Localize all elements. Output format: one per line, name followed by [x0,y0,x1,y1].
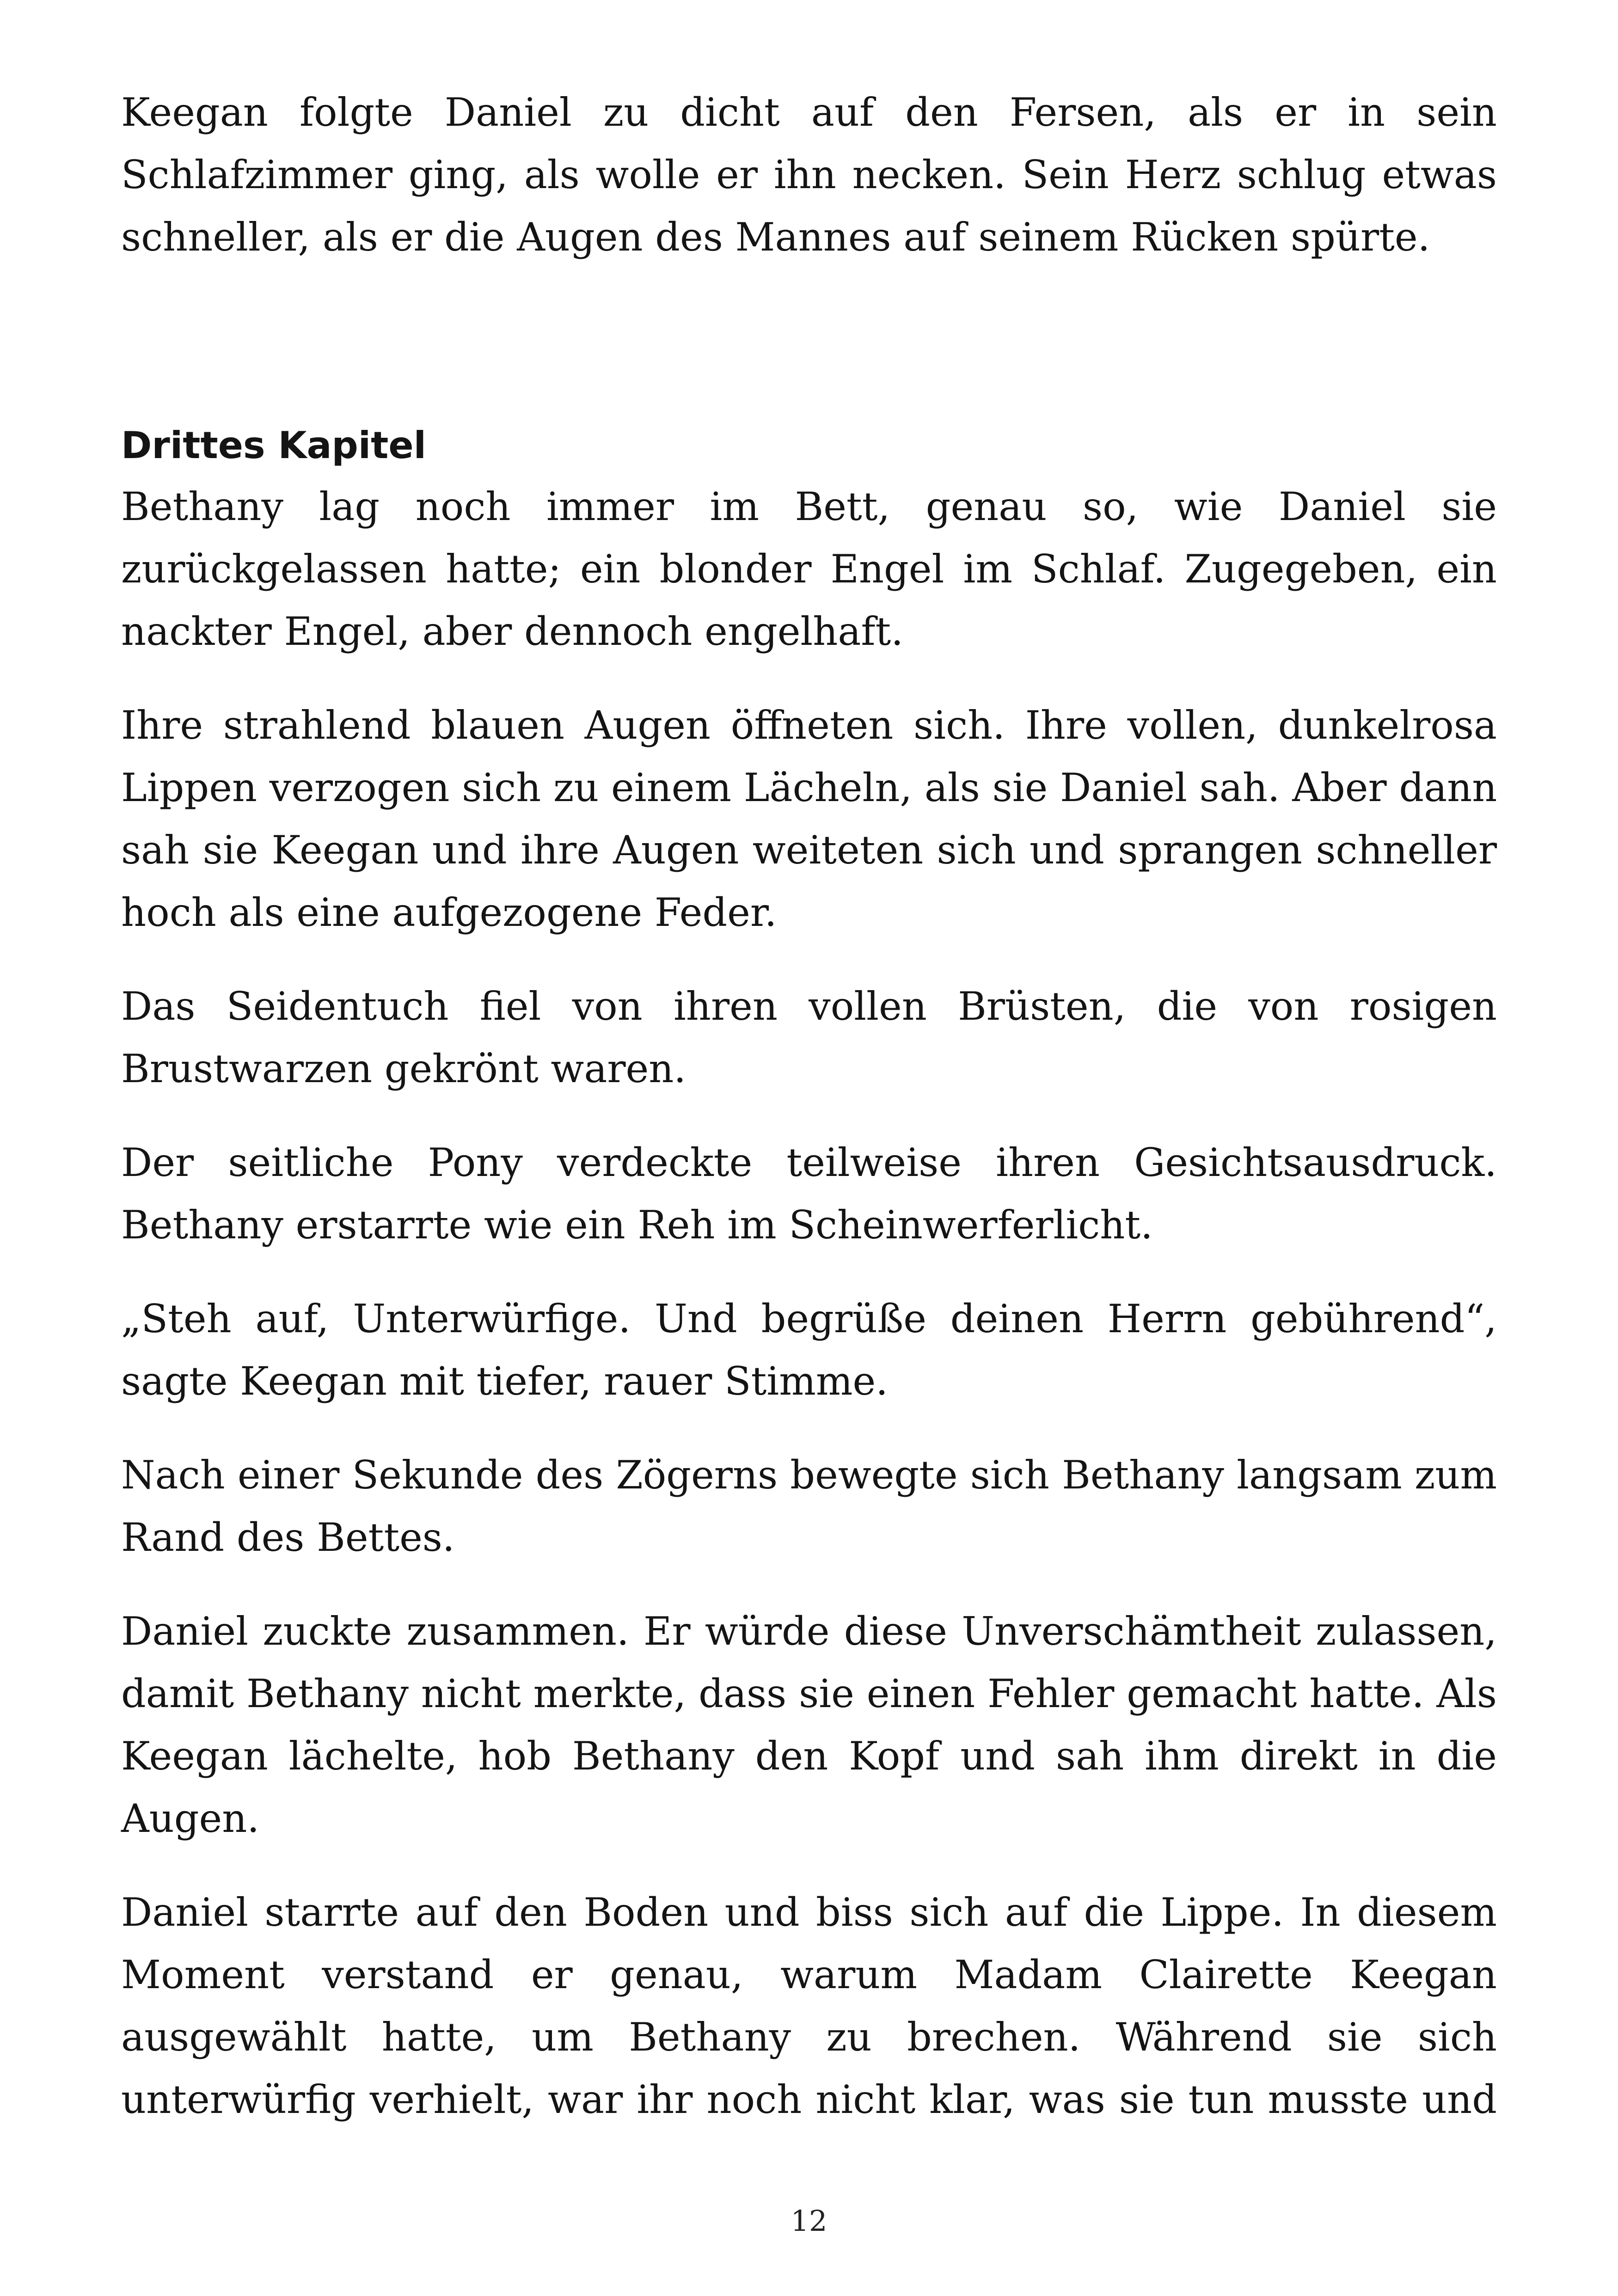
text-line: Bethany lag noch immer im Bett, genau so, wie Daniel sie [121,484,1497,529]
text-line: Bethany erstarrte wie ein Reh im Scheinwerferlicht. [121,1202,1153,1248]
text-line: „Steh auf, Unterwürfige. Und begrüße deinen Herrn gebührend“, [121,1296,1497,1341]
text-line: unterwürfig verhielt, war ihr noch nicht klar, was sie tun musste und [121,2077,1497,2122]
text-line: Das Seidentuch fiel von ihren vollen Brüsten, die von rosigen [121,984,1497,1029]
paragraph [121,81,1497,269]
paragraph [121,1881,1497,2131]
text-line: sah sie Keegan und ihre Augen weiteten sich und sprangen schneller [121,827,1497,873]
text-line: Lippen verzogen sich zu einem Lächeln, als sie Daniel sah. Aber dann [121,765,1497,810]
text-line: Keegan folgte Daniel zu dicht auf den Fersen, als er in sein [121,90,1497,135]
text-line: Nach einer Sekunde des Zögerns bewegte sich Bethany langsam zum [121,1452,1497,1498]
text-line: Keegan lächelte, hob Bethany den Kopf und sah ihm direkt in die [121,1733,1497,1779]
text-line: sagte Keegan mit tiefer, rauer Stimme. [121,1359,888,1404]
chapter-heading: Drittes Kapitel [121,424,427,467]
text-line: zurückgelassen hatte; ein blonder Engel im Schlaf. Zugegeben, ein [121,546,1497,592]
paragraph [121,1132,1497,1256]
text-line: Daniel starrte auf den Boden und biss sich auf die Lippe. In diesem [121,1890,1497,1935]
page-number: 12 [791,2204,827,2238]
text-line: Brustwarzen gekrönt waren. [121,1046,686,1091]
paragraph [121,476,1497,663]
paragraph [121,694,1497,944]
text-line: Schlafzimmer ging, als wolle er ihn necken. Sein Herz schlug etwas [121,152,1497,197]
text-line: Daniel zuckte zusammen. Er würde diese Unverschämtheit zulassen, [121,1609,1497,1654]
chapter-body [121,476,1497,2131]
paragraph [121,975,1497,1100]
text-line: Ihre strahlend blauen Augen öffneten sich. Ihre vollen, dunkelrosa [121,703,1497,748]
pre-heading-section [121,81,1497,269]
text-line: ausgewählt hatte, um Bethany zu brechen. Während sie sich [121,2014,1497,2060]
paragraph [121,1600,1497,1850]
text-line: schneller, als er die Augen des Mannes auf seinem Rücken spürte. [121,214,1430,260]
text-line: hoch als eine aufgezogene Feder. [121,890,777,935]
paragraph [121,1444,1497,1569]
text-line: Moment verstand er genau, warum Madam Clairette Keegan [121,1952,1497,1997]
text-line: damit Bethany nicht merkte, dass sie einen Fehler gemacht hatte. Als [121,1671,1497,1716]
section-gap [121,300,1497,416]
text-line: Der seitliche Pony verdeckte teilweise ihren Gesichtsausdruck. [121,1140,1497,1185]
text-line: nackter Engel, aber dennoch engelhaft. [121,609,904,654]
text-column [121,81,1497,2162]
paragraph [121,1288,1497,1413]
text-line: Augen. [121,1796,260,1841]
text-line: Rand des Bettes. [121,1515,455,1560]
